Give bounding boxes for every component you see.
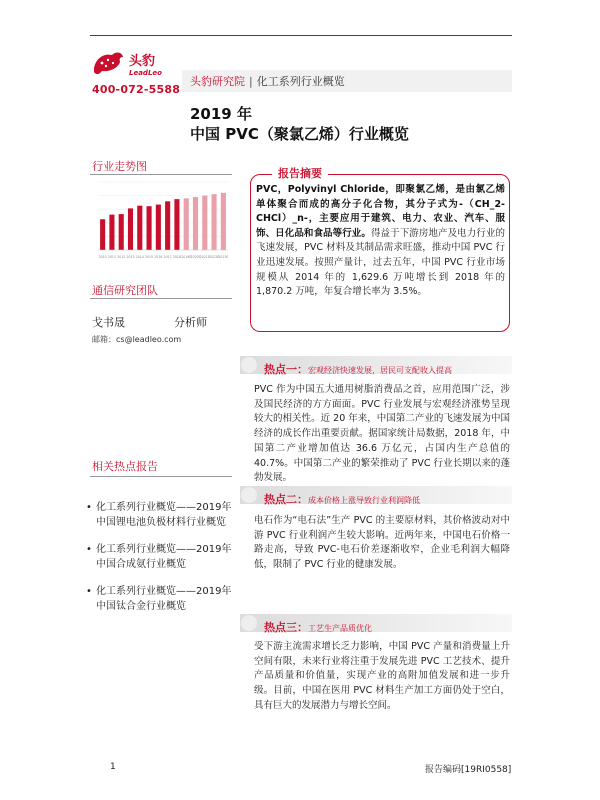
report-year: 2019 年 [190,105,252,123]
team-section-title: 通信研究团队 [92,284,158,297]
chart-tick-label: 2011 [107,255,116,259]
hotspot-1-dot-icon [240,356,258,374]
chart-tick-label: 2020E [190,255,201,259]
trend-section-title: 行业走势图 [92,160,147,173]
analyst-email[interactable]: 邮箱：cs@leadleo.com [92,335,182,344]
chart-bar [147,206,152,250]
chart-bar [100,219,105,250]
team-divider [90,298,232,299]
phone-number: 400-072-5588 [92,83,181,96]
chart-tick-label: 2022E [209,255,220,259]
institute-name: 头豹研究院 [190,75,245,88]
chart-bar [156,205,161,250]
leopard-icon [94,53,123,75]
chart-bar [119,214,124,250]
hotspot-3-body: 受下游主流需求增长乏力影响，中国 PVC 产量和消费量上升空间有限，未来行业将注重于发展先进 PVC 工艺技术、提升产品质量和价值量，实现产业的高附加值发展和进一步升级。目前，中国在医用 PVC 材料生产加工方面仍处于空白，具有巨大的发展潜力与增长空间。 [254,641,510,711]
chart-bar [212,194,217,250]
related-report-item[interactable] [86,542,236,572]
summary-bold-text: PVC，Polyvinyl Chloride，即聚氯乙烯，是由氯乙烯单体聚合而成的高分子化合物，其分子式为-（CH_2-CHCl）_n-，主要应用于建筑、电力、农业、汽车、服饰、日化品和食品等行业。 [256,184,505,239]
chart-tick-label: 2018 [172,255,181,259]
hotspot-2-title: 成本价格上涨导致行业利润降低 [308,496,420,505]
related-report-item[interactable] [86,584,236,614]
chart-tick-label: 2014 [135,255,144,259]
related-report-title[interactable]: 化工系列行业概览——2019年中国合成氨行业概览 [96,544,232,570]
related-report-item[interactable] [86,500,236,530]
header-breadcrumb [190,73,345,89]
summary-label: 报告摘要 [272,165,328,181]
chart-grid [98,182,228,250]
hotspot-2-num: 热点二： [264,493,308,506]
logo-sub: LeadLeo [129,69,162,77]
chart-bars [100,193,226,250]
chart-bar [137,206,142,250]
summary-normal-text: 得益于下游房地产及电力行业的飞速发展，PVC 材料及其制品需求旺盛，推动中国 PVC 行业迅速发展。按照产量计，过去五年，中国 PVC 行业市场规模从 2014 年的 1,629.6 万吨增长到 2018 年的 1,870.2 万吨，年复合增长率为 3.5%。 [256,227,505,298]
related-divider [90,476,232,477]
bullet-icon: • [86,544,92,555]
chart-tick-label: 2017 [163,255,172,259]
hotspot-3-title: 工艺生产品质优化 [308,624,372,633]
hotspot-1-body: PVC 作为中国五大通用树脂消费品之首，应用范围广泛，涉及国民经济的方方面面。PVC 行业发展与宏观经济涨势呈现较大的相关性。近 20 年来，中国第二产业的飞速发展为中国经济的成长作出重要贡献。据国家统计局数据，2018 年，中国第二产业增加值达 36.6 万亿元，占国内生产总值的 40.7%。中国第二产业的繁荣推动了 PVC 行业长期以来的蓬勃发展。 [254,384,510,484]
hotspot-3-dot-icon [240,614,258,632]
chart-tick-label: 2019E [181,255,192,259]
chart-bar [184,198,189,250]
chart-bar [193,197,198,250]
top-rule [90,35,512,36]
analyst-role: 分析师 [174,316,207,329]
chart-bar [202,196,207,250]
leadleo-logo [92,48,176,78]
chart-bar [109,215,114,250]
report-title: 中国 PVC（聚氯乙烯）行业概览 [190,125,409,143]
trend-chart [92,178,232,264]
series-name: 化工系列行业概览 [256,75,345,88]
analyst-name: 戈书晟 [92,316,125,329]
chart-bar [128,208,133,250]
summary-text [256,183,505,300]
chart-tick-label: 2023E [218,255,229,259]
trend-divider [90,174,232,175]
related-report-list [86,500,236,626]
chart-ticks [98,250,228,259]
chart-tick-label: 2016 [154,255,163,259]
chart-tick-label: 2012 [117,255,126,259]
chart-tick-label: 2010 [98,255,107,259]
hotspot-2-heading [264,488,420,507]
hotspot-1-num: 热点一： [264,363,308,376]
chart-bar [165,201,170,250]
related-report-title[interactable]: 化工系列行业概览——2019年中国锂电池负极材料行业概览 [96,502,232,528]
chart-tick-label: 2015 [145,255,154,259]
bullet-icon: • [86,586,92,597]
related-report-title[interactable]: 化工系列行业概览——2019年中国钛合金行业概览 [96,586,232,612]
related-section-title: 相关热点报告 [92,460,158,473]
page-number: 1 [110,762,116,772]
hotspot-1-title: 宏观经济快速发展，居民可支配收入提高 [308,366,452,375]
logo-text: 头豹 [129,54,156,69]
hotspot-2-body: 电石作为“电石法”生产 PVC 的主要原材料，其价格波动对中游 PVC 行业利润产生较大影响。近两年来，中国电石价格一路走高，导致 PVC-电石价差逐渐收窄，企业毛利润大幅降低，限制了 PVC 行业的健康发展。 [254,515,510,571]
report-code: 报告编码[19RI0558] [425,765,512,775]
hotspot-1-heading [264,358,452,377]
chart-tick-label: 2013 [126,255,135,259]
hotspot-3-heading [264,616,372,635]
bullet-icon: • [86,502,92,513]
chart-bar [221,193,226,250]
hotspot-3-num: 热点三： [264,621,308,634]
chart-bar [174,199,179,250]
hotspot-2-dot-icon [240,486,258,504]
header-separator: | [249,75,253,88]
chart-tick-label: 2021E [199,255,210,259]
